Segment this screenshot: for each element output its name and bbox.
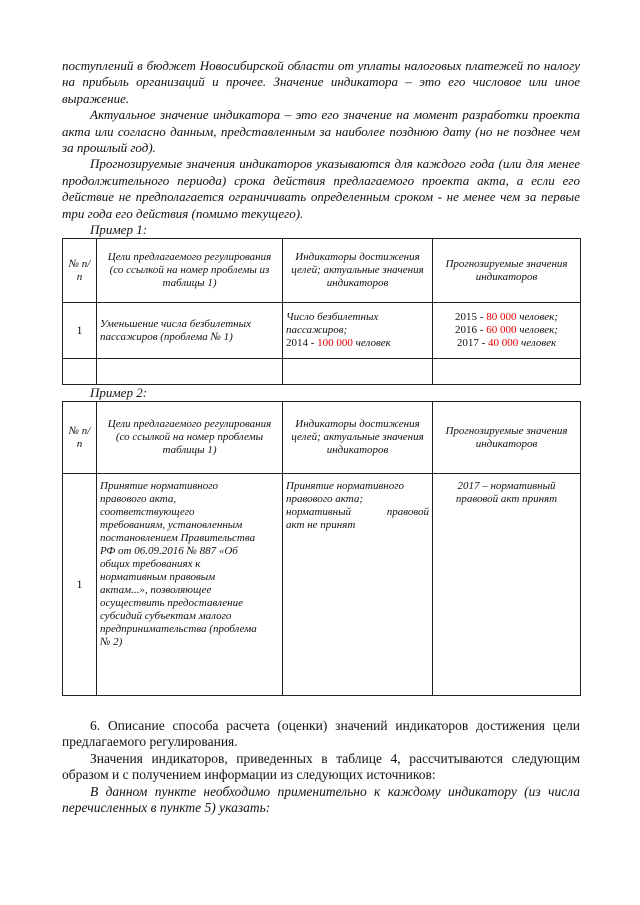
empty-cell bbox=[97, 359, 283, 385]
header-forecast: Прогнозируемые значения индикаторов bbox=[433, 402, 581, 474]
forecast-value: 40 000 bbox=[488, 337, 519, 350]
forecast-cell: 2017 – нормативный правовой акт принят bbox=[433, 474, 581, 696]
forecast-line bbox=[436, 324, 577, 337]
forecast-year: 2017 - bbox=[456, 337, 489, 350]
header-num: № п/п bbox=[63, 239, 97, 303]
indicator-line: акт не принят bbox=[286, 519, 356, 532]
document-page bbox=[62, 58, 580, 817]
indicator-cell bbox=[283, 474, 433, 696]
section-6-heading: 6. Описание способа расчета (оценки) значений индикаторов достижения цели предлагаемого регулирования. bbox=[62, 718, 580, 750]
intro-paragraph-2: Актуальное значение индикатора – это его значение на момент разработки проекта акта или согласно данным, представленным за наиболее позднюю дату (но не позднее чем за прошлый год). bbox=[62, 107, 580, 156]
forecast-unit: человек; bbox=[516, 311, 558, 324]
example-2-table bbox=[62, 401, 581, 696]
indicator-line: правового акта; bbox=[286, 493, 364, 506]
indicator-actual-value bbox=[286, 337, 429, 350]
forecast-value: 60 000 bbox=[486, 324, 517, 337]
section-6-paragraph-1: Значения индикаторов, приведенных в таблице 4, рассчитываются следующим образом и с получением информации из следующих источников: bbox=[62, 750, 580, 783]
table-header-row bbox=[63, 402, 581, 474]
indicator-value: 100 000 bbox=[317, 337, 353, 350]
table-row bbox=[63, 474, 581, 696]
forecast-line bbox=[436, 337, 577, 350]
indicator-year: 2014 - bbox=[286, 337, 318, 350]
indicator-unit: человек bbox=[352, 337, 391, 350]
empty-cell bbox=[283, 359, 433, 385]
forecast-year: 2015 - bbox=[455, 311, 487, 324]
forecast-value: 80 000 bbox=[486, 311, 517, 324]
indicator-line: Принятие нормативного bbox=[286, 480, 404, 493]
indicator-cell bbox=[283, 303, 433, 359]
table-header-row bbox=[63, 239, 581, 303]
intro-paragraph-1: поступлений в бюджет Новосибирской области от уплаты налоговых платежей по налогу на прибыль организаций и прочее. Значение индикатора – это его числовое или иное выражение. bbox=[62, 58, 580, 106]
goal-cell: Уменьшение числа безбилетных пассажиров (проблема № 1) bbox=[97, 303, 283, 359]
forecast-year: 2016 - bbox=[455, 324, 487, 337]
example-1-table bbox=[62, 238, 581, 385]
indicator-text: Число безбилетных пассажиров; bbox=[286, 311, 379, 337]
table-row-empty bbox=[63, 359, 581, 385]
header-goals: Цели предлагаемого регулирования (со ссылкой на номер проблемы таблицы 1) bbox=[97, 402, 283, 474]
forecast-line bbox=[436, 311, 577, 324]
table-row bbox=[63, 303, 581, 359]
row-number: 1 bbox=[63, 474, 97, 696]
section-6-paragraph-2: В данном пункте необходимо применительно к каждому индикатору (из числа перечисленных в пункте 5) указать: bbox=[62, 783, 580, 816]
intro-paragraph-3: Прогнозируемые значения индикаторов указываются для каждого года (или для менее продолжительного периода) срока действия предлагаемого проекта акта, а если его действие не предполагается ограничивать определенным сроком - не менее чем за первые три года его действия (помимо текущего). bbox=[62, 156, 580, 221]
indicator-line: нормативный правовой bbox=[286, 506, 429, 519]
header-indicators: Индикаторы достижения целей; актуальные значения индикаторов bbox=[283, 402, 433, 474]
header-num: № п/п bbox=[63, 402, 97, 474]
forecast-unit: человек; bbox=[516, 324, 558, 337]
row-number: 1 bbox=[63, 303, 97, 359]
header-forecast: Прогнозируемые значения индикаторов bbox=[433, 239, 581, 303]
example-2-label: Пример 2: bbox=[90, 385, 148, 401]
empty-cell bbox=[63, 359, 97, 385]
header-indicators: Индикаторы достижения целей; актуальные значения индикаторов bbox=[283, 239, 433, 303]
example-1-label: Пример 1: bbox=[90, 222, 148, 238]
forecast-unit: человек bbox=[518, 337, 557, 350]
header-goals: Цели предлагаемого регулирования (со ссылкой на номер проблемы из таблицы 1) bbox=[97, 239, 283, 303]
goal-cell: Принятие нормативного правового акта, соответствующего требованиям, установленным постановлением Правительства РФ от 06.09.2016 № 887 «Об общих требованиях к нормативным правовым актам...», позволяющее осуществить предоставление субсидий субъектам малого предпринимательства (проблема № 2) bbox=[97, 474, 283, 696]
forecast-cell bbox=[433, 303, 581, 359]
empty-cell bbox=[433, 359, 581, 385]
